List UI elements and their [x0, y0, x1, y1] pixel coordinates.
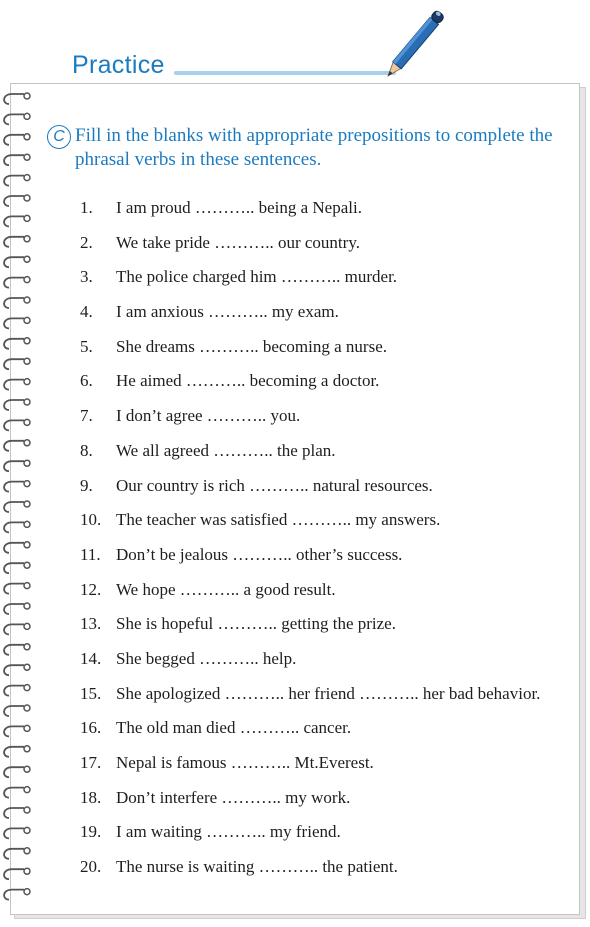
spiral-ring	[4, 277, 30, 288]
question-number: 1.	[80, 198, 93, 217]
question-text: I don’t agree ……….. you.	[116, 406, 301, 426]
spiral-ring	[4, 256, 30, 267]
question-number: 11.	[80, 544, 101, 564]
question-item	[80, 233, 580, 268]
question-text: The old man died ……….. cancer.	[116, 718, 352, 738]
question-number: 3.	[80, 267, 93, 287]
question-item	[80, 510, 580, 545]
spiral-ring	[4, 419, 30, 430]
question-text: She is hopeful ……….. getting the prize.	[116, 614, 396, 634]
spiral-ring	[4, 685, 30, 696]
question-number: 19.	[80, 822, 102, 842]
question-item	[80, 441, 580, 476]
question-item	[80, 614, 580, 649]
question-number: 12.	[80, 579, 102, 599]
spiral-ring	[4, 215, 30, 226]
question-item	[80, 788, 580, 823]
question-item	[80, 406, 580, 441]
spiral-ring	[4, 338, 30, 349]
question-item	[80, 753, 580, 788]
spiral-ring	[4, 195, 30, 206]
spiral-ring	[4, 827, 30, 838]
spiral-ring	[4, 807, 30, 818]
question-item	[80, 198, 580, 233]
spiral-ring	[4, 236, 30, 247]
spiral-ring	[4, 521, 30, 532]
spiral-ring	[4, 297, 30, 308]
question-number: 2.	[80, 232, 93, 252]
question-text: The teacher was satisfied ……….. my answers.	[116, 510, 441, 530]
question-item	[80, 267, 580, 302]
question-number: 14.	[80, 648, 102, 668]
spiral-ring	[4, 583, 30, 594]
spiral-ring	[4, 787, 30, 798]
spiral-ring	[4, 644, 30, 655]
spiral-ring	[4, 175, 30, 186]
question-number: 7.	[80, 406, 93, 426]
spiral-ring	[4, 542, 30, 553]
spiral-ring	[4, 440, 30, 451]
title-underline	[174, 71, 396, 75]
question-number: 17.	[80, 753, 102, 772]
question-number: 20.	[80, 857, 102, 877]
question-number: 16.	[80, 718, 102, 738]
question-text: I am waiting ……….. my friend.	[116, 822, 341, 842]
question-text: I am anxious ……….. my exam.	[116, 302, 339, 322]
question-number: 10.	[80, 510, 102, 530]
question-number: 9.	[80, 475, 93, 495]
spiral-ring	[4, 705, 30, 716]
spiral-ring	[4, 889, 30, 900]
question-item	[80, 337, 580, 372]
spiral-ring	[4, 481, 30, 492]
question-text: Our country is rich ……….. natural resources.	[116, 475, 433, 495]
question-text: She apologized ……….. her friend ……….. her bad behavior.	[116, 683, 541, 703]
question-number: 15.	[80, 683, 102, 703]
question-item	[80, 302, 580, 337]
spiral-ring	[4, 868, 30, 879]
spiral-ring	[4, 154, 30, 165]
question-number: 5.	[80, 336, 93, 356]
question-text: We all agreed ……….. the plan.	[116, 440, 336, 460]
question-text: The police charged him ……….. murder.	[116, 267, 398, 287]
spiral-binding	[0, 83, 40, 913]
question-text: We hope ……….. a good result.	[116, 579, 336, 599]
spiral-ring	[4, 603, 30, 614]
spiral-ring	[4, 460, 30, 471]
spiral-ring	[4, 113, 30, 124]
question-item	[80, 545, 580, 580]
question-text: I am proud ……….. being a Nepali.	[116, 198, 362, 217]
spiral-ring	[4, 766, 30, 777]
spiral-ring	[4, 93, 30, 104]
spiral-ring	[4, 317, 30, 328]
spiral-ring	[4, 358, 30, 369]
spiral-ring	[4, 746, 30, 757]
spiral-ring	[4, 725, 30, 736]
question-item	[80, 822, 580, 857]
question-number: 18.	[80, 787, 102, 807]
question-item	[80, 476, 580, 511]
pencil-icon	[378, 2, 458, 82]
question-number: 8.	[80, 440, 93, 460]
question-text: We take pride ……….. our country.	[116, 232, 360, 252]
question-number: 4.	[80, 302, 93, 322]
question-item	[80, 684, 580, 719]
spiral-ring	[4, 664, 30, 675]
spiral-ring	[4, 623, 30, 634]
spiral-ring	[4, 379, 30, 390]
exercise-badge: C	[47, 125, 71, 149]
page-title: Practice	[72, 51, 165, 79]
question-text: The nurse is waiting ……….. the patient.	[116, 857, 398, 877]
question-number: 6.	[80, 371, 93, 391]
question-item	[80, 580, 580, 615]
exercise-instruction	[47, 124, 575, 172]
spiral-ring	[4, 848, 30, 859]
question-item	[80, 649, 580, 684]
question-text: Don’t interfere ……….. my work.	[116, 787, 351, 807]
question-text: She begged ……….. help.	[116, 648, 297, 668]
spiral-ring	[4, 134, 30, 145]
question-number: 13.	[80, 614, 102, 634]
question-text: Don’t be jealous ……….. other’s success.	[116, 544, 403, 564]
question-item	[80, 857, 580, 892]
question-list	[80, 198, 580, 892]
question-text: He aimed ……….. becoming a doctor.	[116, 371, 380, 391]
instruction-text: Fill in the blanks with appropriate prepositions to complete the phrasal verbs in these sentences.	[75, 125, 553, 170]
question-item	[80, 718, 580, 753]
spiral-ring	[4, 399, 30, 410]
question-item	[80, 371, 580, 406]
question-text: Nepal is famous ……….. Mt.Everest.	[116, 753, 374, 772]
question-text: She dreams ……….. becoming a nurse.	[116, 336, 387, 356]
spiral-ring	[4, 501, 30, 512]
spiral-ring	[4, 562, 30, 573]
